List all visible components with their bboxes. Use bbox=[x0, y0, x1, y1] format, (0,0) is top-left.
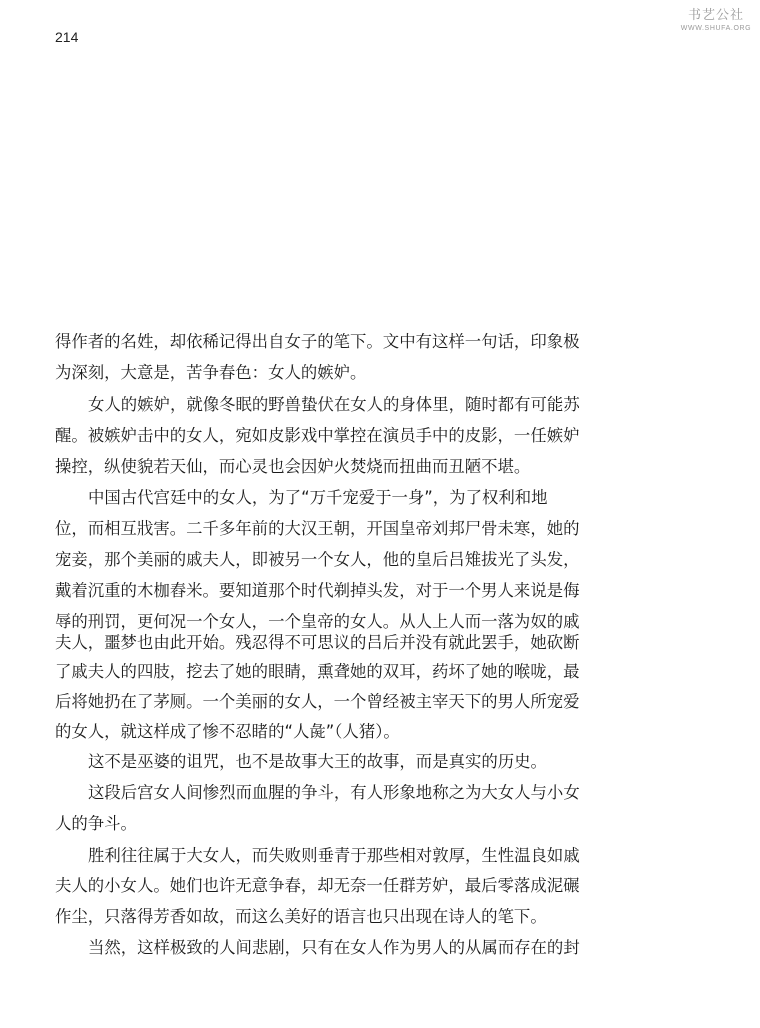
watermark-logo-text: 书艺公社 bbox=[687, 8, 744, 23]
text-line: 作尘，只落得芳香如故，而这么美好的语言也只出现在诗人的笔下。 bbox=[55, 907, 547, 926]
text-line: 为深刻，大意是，苦争春色：女人的嫉妒。 bbox=[55, 363, 367, 382]
page-number: 214 bbox=[55, 29, 79, 45]
text-line: 女人的嫉妒，就像冬眠的野兽蛰伏在女人的身体里，随时都有可能苏 bbox=[88, 395, 580, 414]
text-line: 胜利往往属于大女人，而失败则垂青于那些相对敦厚，生性温良如戚 bbox=[88, 846, 580, 865]
text-line: 人的争斗。 bbox=[55, 814, 137, 833]
text-line: 这段后宫女人间惨烈而血腥的争斗，有人形象地称之为大女人与小女 bbox=[88, 783, 580, 802]
text-line: 中国古代宫廷中的女人，为了“万千宠爱于一身”，为了权利和地 bbox=[88, 488, 548, 507]
text-line: 这不是巫婆的诅咒，也不是故事大王的故事，而是真实的历史。 bbox=[88, 752, 547, 771]
text-line: 戴着沉重的木枷舂米。要知道那个时代剃掉头发，对于一个男人来说是侮 bbox=[55, 581, 580, 600]
text-line: 宠妾，那个美丽的戚夫人，即被另一个女人，他的皇后吕雉拔光了头发， bbox=[55, 550, 580, 569]
text-line: 夫人的小女人。她们也许无意争春，却无奈一任群芳妒，最后零落成泥碾 bbox=[55, 876, 580, 895]
text-line: 当然，这样极致的人间悲剧，只有在女人作为男人的从属而存在的封 bbox=[88, 938, 580, 957]
text-line: 醒。被嫉妒击中的女人，宛如皮影戏中掌控在演员手中的皮影，一任嫉妒 bbox=[55, 426, 580, 445]
text-line: 得作者的名姓，却依稀记得出自女子的笔下。文中有这样一句话，印象极 bbox=[55, 332, 580, 351]
text-line: 操控，纵使貌若天仙，而心灵也会因妒火焚烧而扭曲而丑陋不堪。 bbox=[55, 457, 531, 476]
text-line: 后将她扔在了茅厕。一个美丽的女人，一个曾经被主宰天下的男人所宠爱 bbox=[55, 692, 580, 711]
text-line: 辱的刑罚，更何况一个女人，一个皇帝的女人。从人上人而一落为奴的戚 bbox=[55, 612, 580, 631]
text-line: 了戚夫人的四肢，挖去了她的眼睛，熏聋她的双耳，药坏了她的喉咙，最 bbox=[55, 662, 580, 681]
text-line: 夫人，噩梦也由此开始。残忍得不可思议的吕后并没有就此罢手，她砍断 bbox=[55, 633, 580, 652]
watermark-url: WWW.SHUFA.ORG bbox=[680, 25, 752, 32]
text-line: 的女人，就这样成了惨不忍睹的“人彘”（人猪）。 bbox=[55, 722, 400, 741]
text-line: 位，而相互戕害。二千多年前的大汉王朝，开国皇帝刘邦尸骨未寒，她的 bbox=[55, 519, 580, 538]
watermark-logo bbox=[680, 8, 752, 40]
